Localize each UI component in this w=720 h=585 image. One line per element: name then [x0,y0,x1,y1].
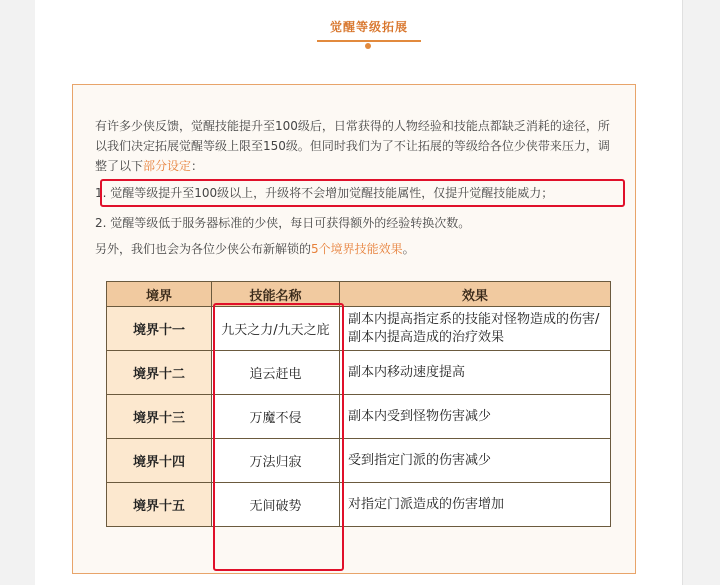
realm-cell: 境界十二 [107,351,212,395]
skill-cell: 万魔不侵 [212,395,340,439]
table-row [107,439,611,483]
section-title: 觉醒等级拓展 [329,20,408,34]
table-row [107,483,611,527]
skill-cell: 九天之力/九天之庇 [212,307,340,351]
effect-cell: 副本内移动速度提高 [340,351,611,395]
intro-text: 有许多少侠反馈，觉醒技能提升至100级后，日常获得的人物经验和技能点都缺乏消耗的途径，所以我们决定拓展觉醒等级上限至150级。但同时我们为了不让拓展的等级给各位少侠带来压力，调整了以下 [95,119,610,173]
item-number: 2. [95,216,107,230]
header-realm: 境界 [107,282,212,307]
closing-text-end: 。 [402,242,415,256]
closing-paragraph [95,239,615,259]
content-box [72,84,636,574]
closing-text: 另外，我们也会为各位少侠公布新解锁的 [95,242,312,256]
effect-cell: 副本内受到怪物伤害减少 [340,395,611,439]
list-item [95,213,615,233]
effect-cell: 副本内提高指定系的技能对怪物造成的伤害/副本内提高造成的治疗效果 [340,307,611,351]
table-row [107,395,611,439]
realm-skill-table [106,281,611,527]
highlight-box-item-1 [100,179,625,207]
effect-cell: 对指定门派造成的伤害增加 [340,483,611,527]
skill-cell: 追云赶电 [212,351,340,395]
skill-cell: 万法归寂 [212,439,340,483]
intro-paragraph [95,116,615,176]
section-title-underline [317,40,421,42]
item-text: 觉醒等级低于服务器标准的少侠，每日可获得额外的经验转换次数。 [110,216,471,230]
closing-highlight: 5个境界技能效果 [311,242,403,256]
table-header-row [107,282,611,307]
realm-cell: 境界十一 [107,307,212,351]
header-skill: 技能名称 [212,282,340,307]
intro-highlight: 部分设定 [143,159,192,173]
realm-cell: 境界十三 [107,395,212,439]
skill-cell: 无间破势 [212,483,340,527]
intro-text-end: ： [191,159,204,173]
highlight-box-skill-column [213,303,344,571]
article-page [35,0,683,585]
section-title-dot [365,43,371,49]
page-edge [682,0,683,585]
item-number: 1. [95,186,107,200]
header-effect: 效果 [340,282,611,307]
table-row [107,307,611,351]
realm-cell: 境界十四 [107,439,212,483]
effect-cell: 受到指定门派的伤害减少 [340,439,611,483]
item-text: 觉醒等级提升至100级以上，升级将不会增加觉醒技能属性，仅提升觉醒技能威力； [110,186,554,200]
realm-cell: 境界十五 [107,483,212,527]
table-row [107,351,611,395]
